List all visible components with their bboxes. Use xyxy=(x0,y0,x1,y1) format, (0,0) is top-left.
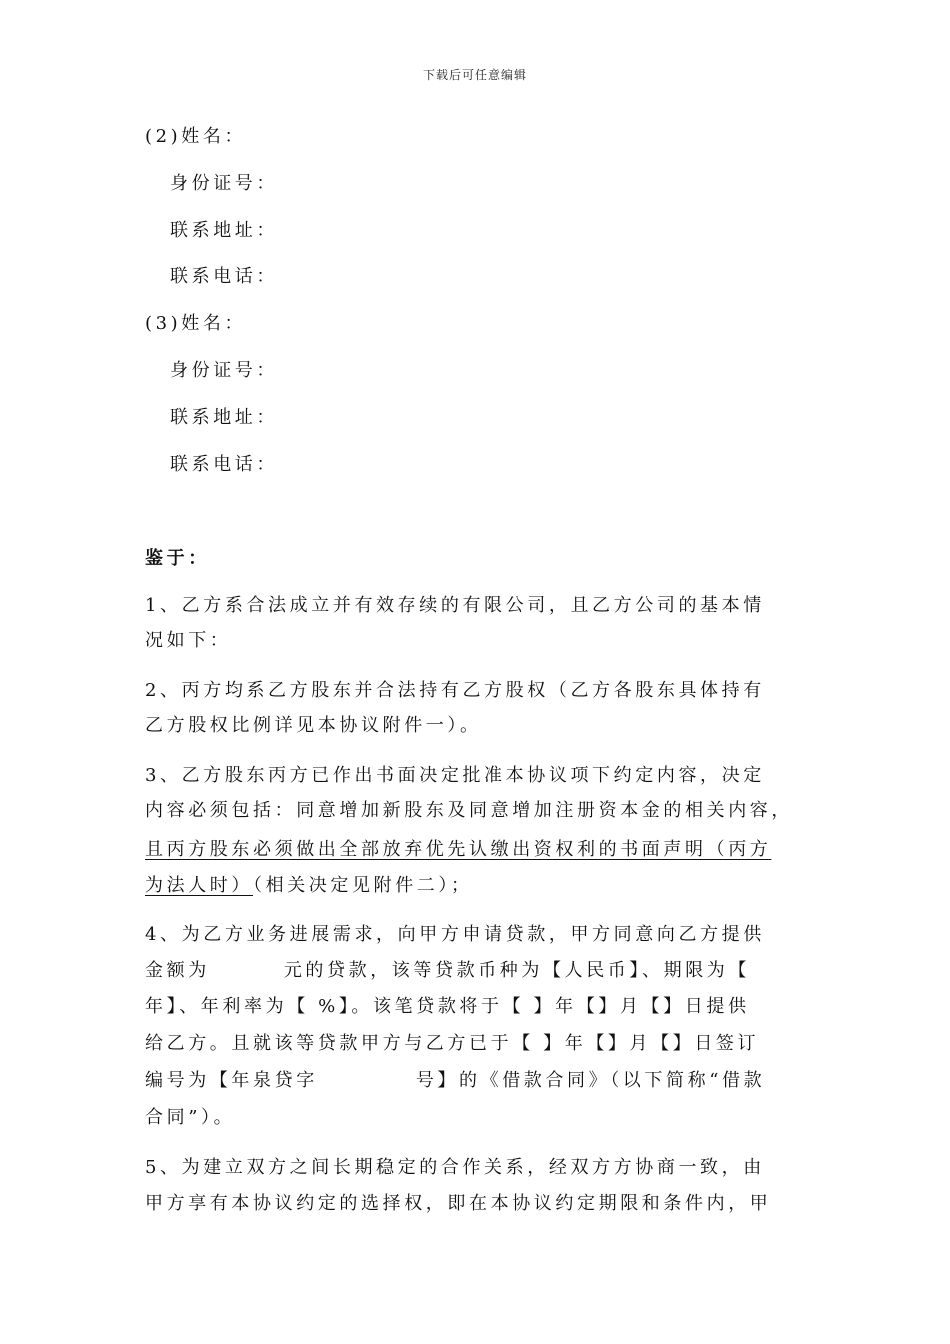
clause-5-line-2: 甲方享有本协议约定的选择权，即在本协议约定期限和条件内，甲 xyxy=(145,1193,772,1214)
clause-3-line-4 xyxy=(145,874,473,898)
clause-5-line-1: 5、为建立双方之间长期稳定的合作关系，经双方方协商一致，由 xyxy=(145,1157,765,1178)
clause-4-line-1: 4、为乙方业务进展需求，向甲方申请贷款，甲方同意向乙方提供 xyxy=(145,924,765,945)
party3-address-label: 联系地址： xyxy=(170,407,278,428)
clause-3-line-2: 内容必须包括：同意增加新股东及同意增加注册资本金的相关内容， xyxy=(145,800,793,821)
clause-3-underlined-tail: 为法人时） xyxy=(145,875,253,896)
clause-4-contract-no-label: 编号为【年泉贷字 xyxy=(145,1070,318,1091)
party2-phone-label: 联系电话： xyxy=(170,266,278,287)
clause-3-reference: （相关决定见附件二）； xyxy=(253,875,473,896)
party2-id-label: 身份证号： xyxy=(170,173,278,194)
clause-3-line-3: 且丙方股东必须做出全部放弃优先认缴出资权利的书面声明（丙方 xyxy=(145,839,772,860)
clause-1-line-1: 1、乙方系合法成立并有效存续的有限公司，且乙方公司的基本情 xyxy=(145,595,765,616)
clause-1-line-2: 况如下： xyxy=(145,630,232,651)
party3-id-label: 身份证号： xyxy=(170,360,278,381)
clause-4-line-5 xyxy=(145,1069,765,1093)
clause-4-line-4: 给乙方。且就该等贷款甲方与乙方已于【 】年【】月【】日签订 xyxy=(145,1033,760,1054)
whereas-title: 鉴于： xyxy=(145,548,210,569)
clause-2-line-2: 乙方股权比例详见本协议附件一）。 xyxy=(145,715,482,736)
party3-name-label: (3)姓名： xyxy=(145,313,247,334)
page-header: 下载后可任意编辑 xyxy=(422,68,527,82)
party3-phone-label: 联系电话： xyxy=(170,454,278,475)
clause-4-line-3: 年】、年利率为【 %】。该笔贷款将于【 】年【】月【】日提供 xyxy=(145,996,750,1017)
party2-address-label: 联系地址： xyxy=(170,220,278,241)
clause-4-line-6: 合同”）。 xyxy=(145,1107,236,1128)
clause-3-line-1: 3、乙方股东丙方已作出书面决定批准本协议项下约定内容，决定 xyxy=(145,765,765,786)
party2-name-label: (2)姓名： xyxy=(145,126,247,147)
clause-2-line-1: 2、丙方均系乙方股东并合法持有乙方股权（乙方各股东具体持有 xyxy=(145,680,765,701)
clause-4-contract-no-tail: 号】的《借款合同》（以下简称“借款 xyxy=(415,1070,766,1091)
clause-4-amount-tail: 元的贷款，该等贷款币种为【人民币】、期限为【 xyxy=(283,960,751,981)
clause-4-line-2 xyxy=(145,959,750,983)
clause-4-amount-label: 金额为 xyxy=(145,960,210,981)
